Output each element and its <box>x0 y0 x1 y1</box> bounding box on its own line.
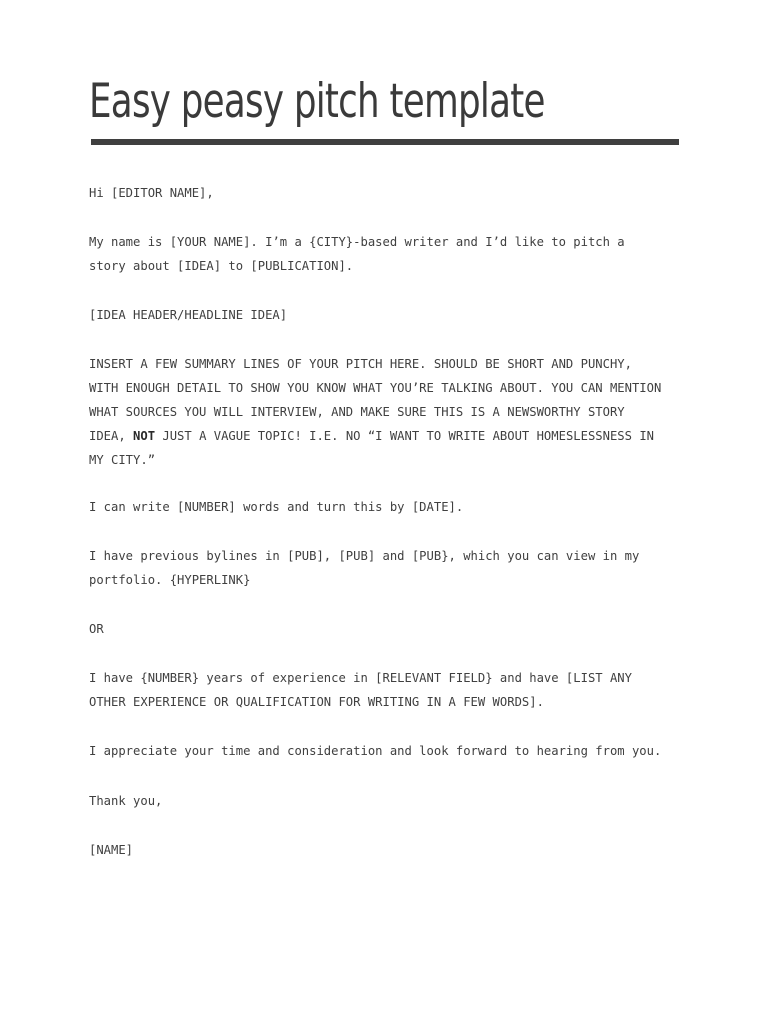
thanks-line: Thank you, <box>89 794 163 808</box>
bylines-line-2: portfolio. {HYPERLINK} <box>89 573 251 587</box>
intro-line-1: My name is [YOUR NAME]. I’m a {CITY}-based writer and I’d like to pitch a <box>89 235 625 249</box>
summary-emphasis-not: NOT <box>133 429 156 443</box>
page-title: Easy peasy pitch template <box>89 74 545 129</box>
experience-line-1: I have {NUMBER} years of experience in [RELEVANT FIELD} and have [LIST ANY <box>89 671 632 685</box>
summary-line-4-start: IDEA, <box>89 429 134 443</box>
experience-paragraph <box>89 666 689 714</box>
word-count-line: I can write [NUMBER] words and turn this by [DATE]. <box>89 500 464 514</box>
bylines-paragraph <box>89 544 689 592</box>
headline-placeholder: [IDEA HEADER/HEADLINE IDEA] <box>89 308 288 322</box>
intro-line-2: story about [IDEA] to [PUBLICATION]. <box>89 259 354 273</box>
greeting-line: Hi [EDITOR NAME], <box>89 186 214 200</box>
summary-line-3: WHAT SOURCES YOU WILL INTERVIEW, AND MAKE SURE THIS IS A NEWSWORTHY STORY <box>89 405 625 419</box>
title-divider <box>91 139 679 145</box>
summary-line-4-end: JUST A VAGUE TOPIC! I.E. NO “I WANT TO WRITE ABOUT HOMESLESSNESS IN <box>155 429 654 443</box>
or-separator: OR <box>89 622 104 636</box>
signature-placeholder: [NAME] <box>89 843 134 857</box>
summary-line-5: MY CITY.” <box>89 453 156 467</box>
summary-line-1: INSERT A FEW SUMMARY LINES OF YOUR PITCH HERE. SHOULD BE SHORT AND PUNCHY, <box>89 357 632 371</box>
summary-paragraph <box>89 352 689 472</box>
appreciation-line: I appreciate your time and consideration and look forward to hearing from you. <box>89 744 662 758</box>
experience-line-2: OTHER EXPERIENCE OR QUALIFICATION FOR WRITING IN A FEW WORDS]. <box>89 695 544 709</box>
intro-paragraph <box>89 230 689 278</box>
summary-line-2: WITH ENOUGH DETAIL TO SHOW YOU KNOW WHAT YOU’RE TALKING ABOUT. YOU CAN MENTION <box>89 381 662 395</box>
bylines-line-1: I have previous bylines in [PUB], [PUB] and [PUB}, which you can view in my <box>89 549 640 563</box>
